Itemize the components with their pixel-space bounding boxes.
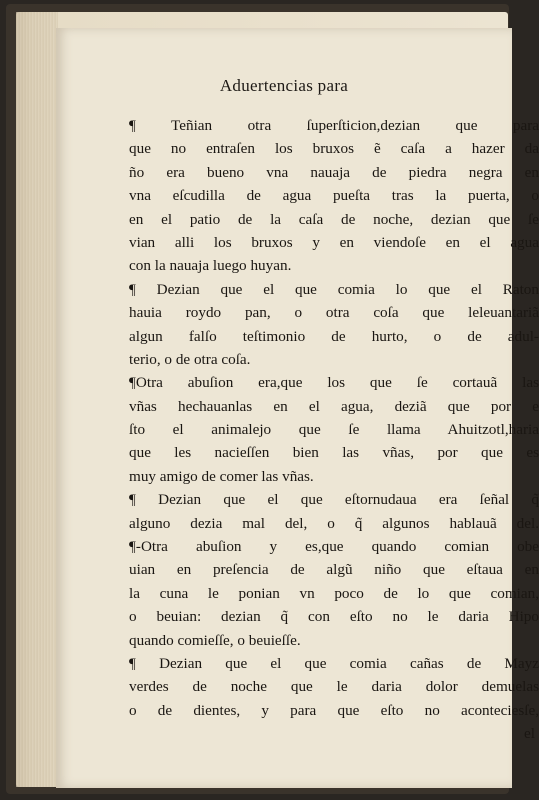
text-line: algun falſo teſtimonio de hurto, o de adul- <box>129 327 539 345</box>
text-line: vna eſcudilla de agua pueſta tras la puerta, o <box>129 187 539 205</box>
book <box>6 4 539 794</box>
text-line: ſto el animalejo que ſe llama Ahuitzotl,haria <box>129 421 539 439</box>
text-line: muy amigo de comer las vñas. <box>129 467 314 485</box>
text-line: con la nauaja luego huyan. <box>129 257 292 275</box>
text-line: vñas hechauanlas en el agua, deziã que por e <box>129 397 539 415</box>
text-line: uian en preſencia de algũ niño que eſtaua en <box>129 561 539 579</box>
text-line: que les nacieſſen bien las vñas, por que es <box>129 444 539 462</box>
page-stack <box>16 12 539 787</box>
text-line: ¶-Otra abuſion y es,que quando comian obe <box>129 538 539 556</box>
text-line: hauia roydo pan, o otra coſa que leleuantariã <box>129 304 539 322</box>
text-line: que no entraſen los bruxos ẽ caſa a hazer da <box>129 140 539 158</box>
text-line: ¶ Teñian otra ſuperſticion,dezian que para <box>129 117 539 134</box>
text-line: alguno dezia mal del, o q̃ algunos hablauã del. <box>129 514 539 532</box>
page-body <box>129 114 539 746</box>
text-line: verdes de noche que le daria dolor demuelas <box>129 678 539 696</box>
text-line: ¶ Dezian que el que eſtornudaua era ſeñal q̃ <box>129 491 539 509</box>
text-line: quando comieſſe, o beuieſſe. <box>129 631 301 649</box>
text-line: ¶ Dezian que el que comia lo que el Raton <box>129 280 539 298</box>
text-line: ño era bueno vna nauaja de piedra negra en <box>129 163 539 181</box>
catchword: el <box>524 725 535 743</box>
text-line: ¶ Dezian que el que comia cañas de Mayz <box>129 654 539 672</box>
text-line: ¶Otra abuſion era,que los que ſe cortauã las <box>129 374 539 392</box>
text-line: o de dientes, y para que eſto no aconteciesſe, <box>129 701 539 719</box>
text-line: terio, o de otra coſa. <box>129 350 251 368</box>
text-line: vian alli los bruxos y en viendoſe en el agua <box>129 233 539 251</box>
running-header: Aduertencias para <box>219 76 349 95</box>
text-line: o beuian: dezian q̃ con eſto no le daria Hipo <box>129 608 539 626</box>
text-line: la cuna le ponian vn poco de lo que comian, <box>129 584 539 602</box>
book-page <box>56 28 539 788</box>
text-line: en el patio de la caſa de noche, dezian que ſe <box>129 210 539 228</box>
